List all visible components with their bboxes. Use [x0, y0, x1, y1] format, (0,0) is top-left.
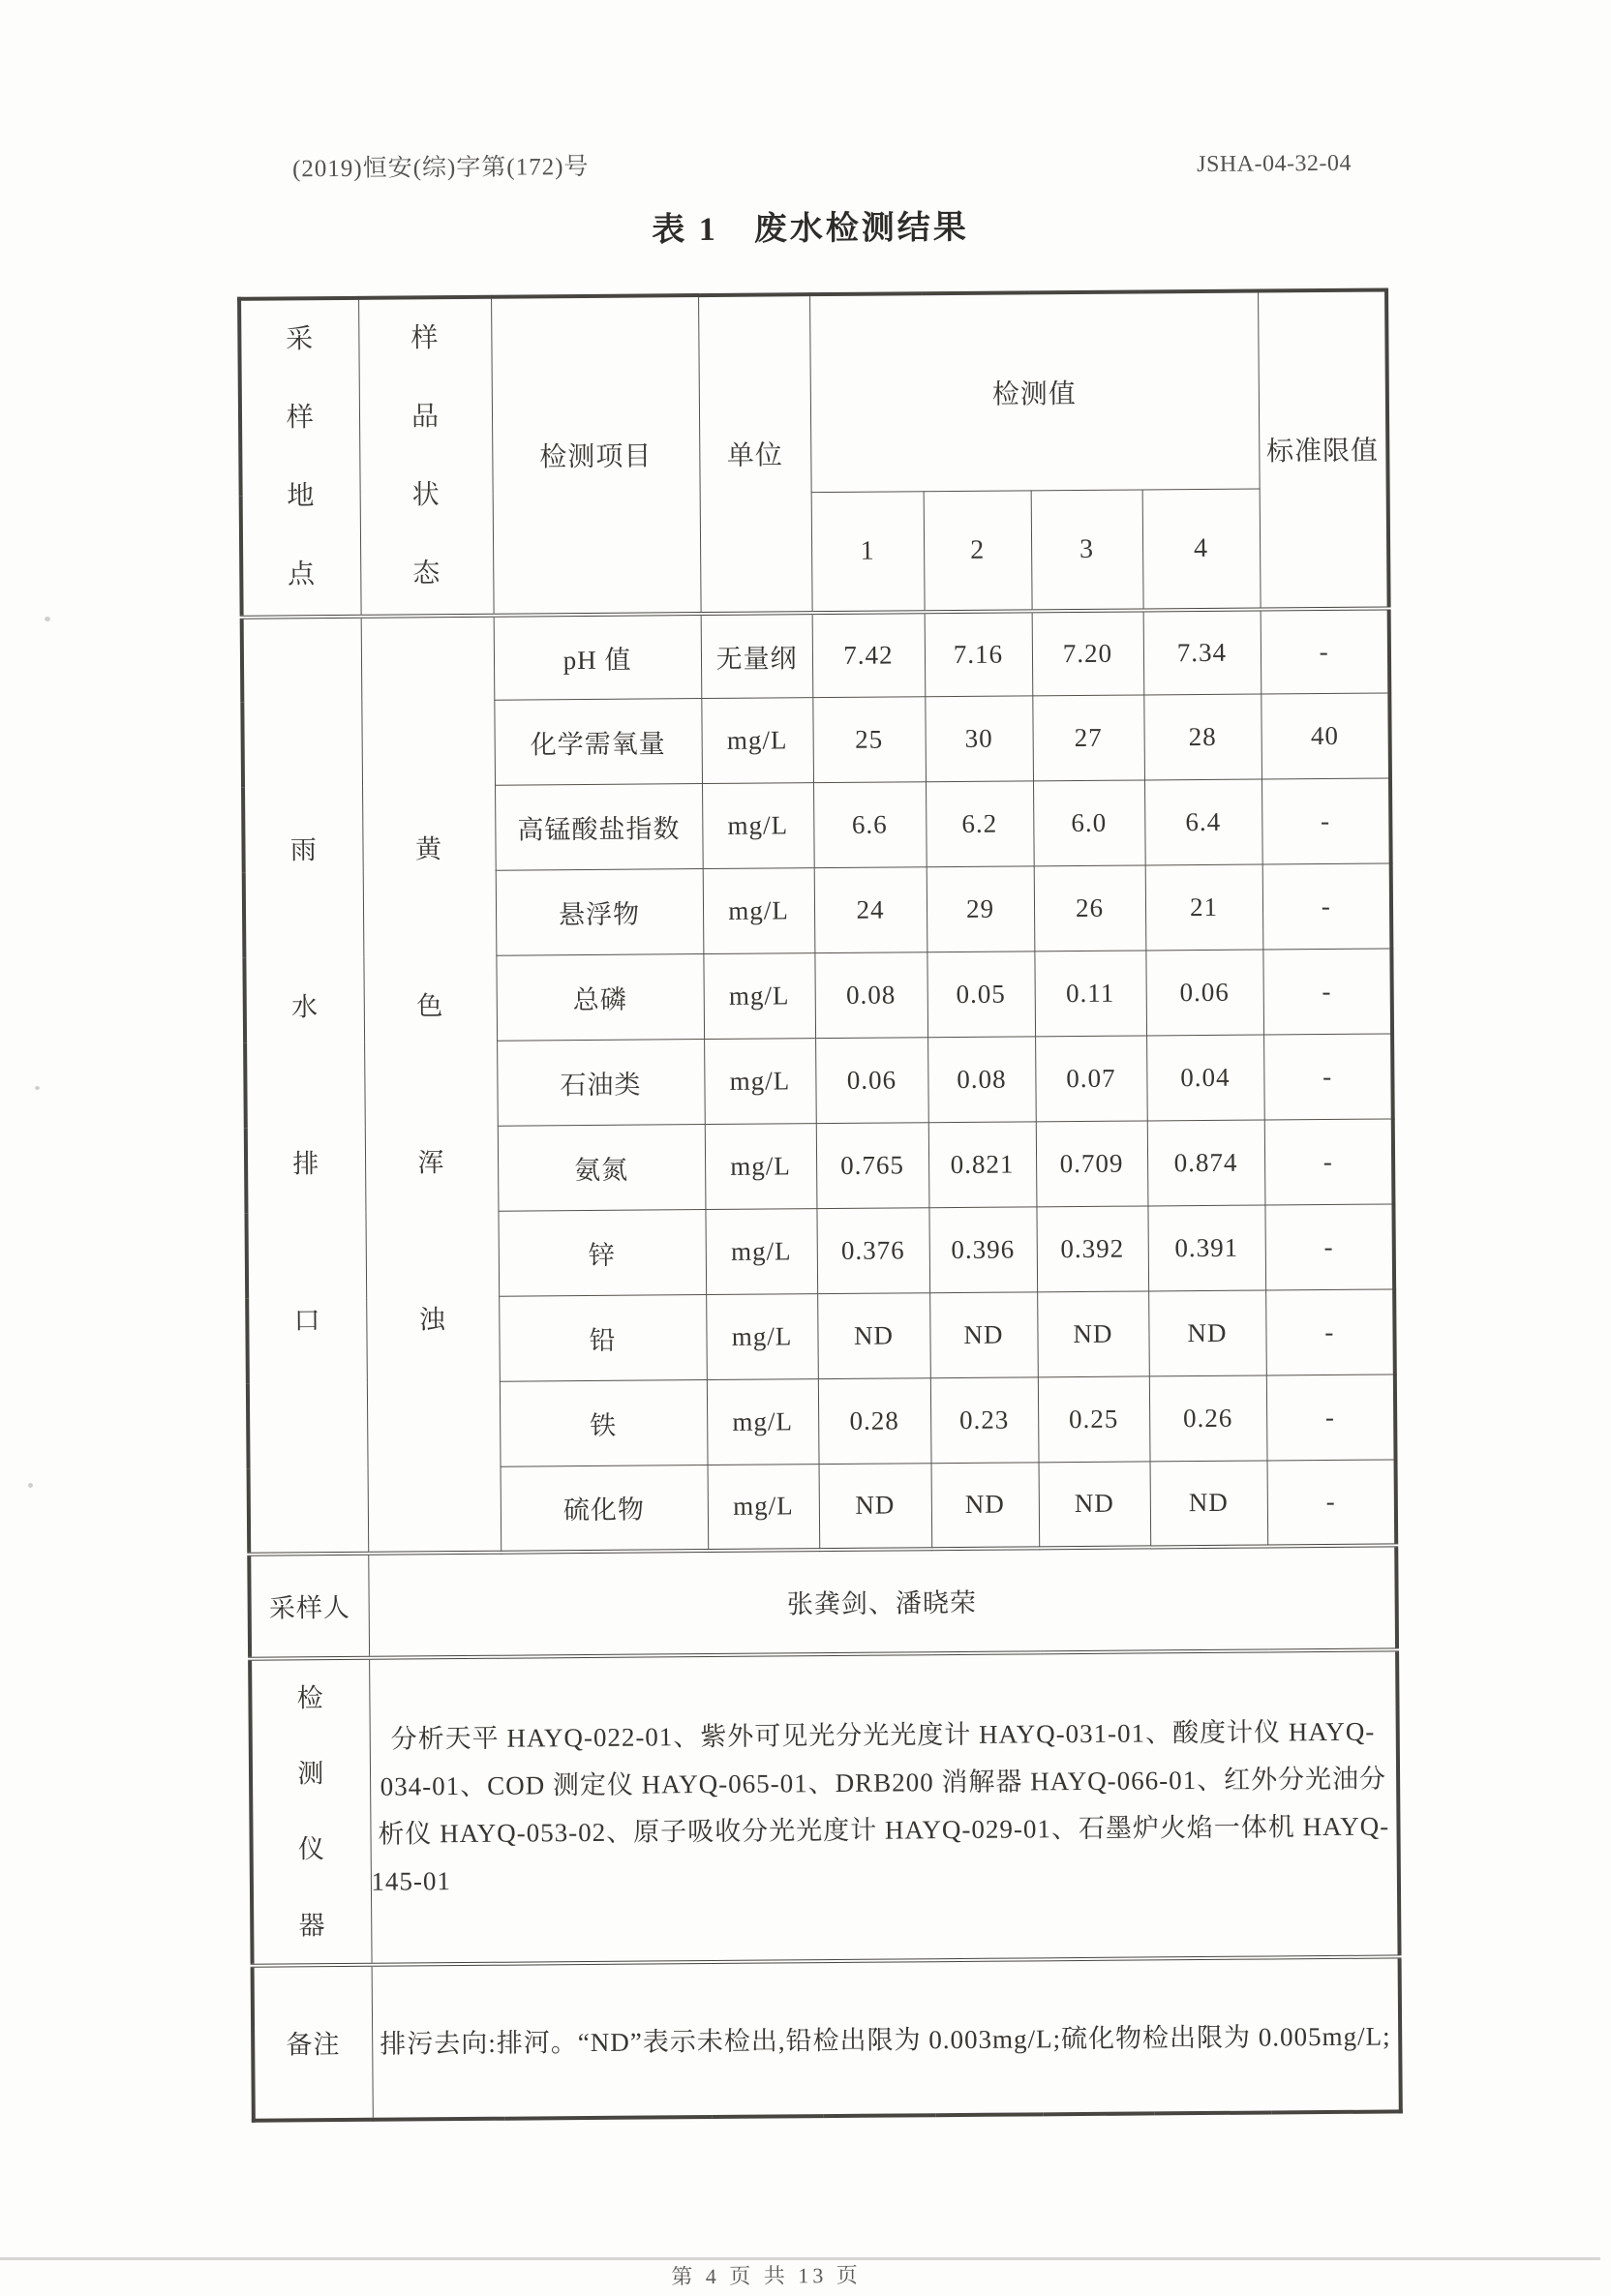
instruments-label: [250, 1657, 371, 1965]
limit-cell: -: [1261, 608, 1390, 694]
limit-cell: -: [1264, 1119, 1394, 1205]
instruments-list: 分析天平 HAYQ-022-01、紫外可见光分光光度计 HAYQ-031-01、酸度计仪 HAYQ-034-01、COD 测定仪 HAYQ-065-01、DRB200 消解器 HAYQ-066-01、红外分光油分析仪 HAYQ-053-02、原子吸收分光光度计 HAYQ-029-01、石墨炉火焰一体机 HAYQ-145-01: [369, 1649, 1399, 1965]
sampler-row: [249, 1545, 1397, 1658]
wastewater-results-table: [237, 287, 1403, 2122]
header-test-values: 检测值: [809, 290, 1260, 492]
header-standard-limit: 标准限值: [1258, 289, 1389, 609]
test-item-cell: 硫化物: [501, 1465, 709, 1553]
unit-cell: mg/L: [703, 953, 815, 1040]
scan-speck-artifact: [28, 1483, 33, 1488]
value-cell-3: 7.20: [1032, 610, 1144, 696]
header-unit: 单位: [698, 294, 812, 614]
value-cell-2: ND: [931, 1463, 1040, 1549]
test-item-cell: 悬浮物: [496, 869, 704, 956]
value-cell-2: ND: [929, 1292, 1038, 1378]
value-cell-1: ND: [817, 1293, 930, 1379]
value-cell-1: 0.06: [815, 1038, 928, 1124]
header-sample-state-label: 样品状态: [410, 322, 441, 589]
value-cell-4: 6.4: [1144, 779, 1262, 865]
unit-cell: mg/L: [706, 1294, 818, 1380]
table-header-row: [239, 289, 1388, 497]
unit-cell: mg/L: [703, 868, 815, 954]
test-item-cell: 总磷: [496, 954, 704, 1042]
value-cell-4: 0.06: [1145, 950, 1263, 1036]
limit-cell: -: [1262, 949, 1392, 1035]
value-cell-1: 25: [812, 697, 926, 783]
value-cell-1: 0.376: [816, 1208, 929, 1294]
value-cell-4: 0.391: [1147, 1205, 1265, 1291]
value-cell-1: 24: [814, 867, 927, 953]
value-cell-3: 6.0: [1033, 780, 1145, 866]
value-cell-1: 7.42: [812, 612, 926, 698]
value-cell-3: 27: [1032, 695, 1144, 781]
value-cell-3: 0.392: [1036, 1206, 1148, 1292]
value-cell-3: ND: [1037, 1291, 1149, 1377]
unit-cell: mg/L: [707, 1379, 819, 1465]
value-cell-4: 0.04: [1146, 1035, 1264, 1121]
value-cell-1: 6.6: [813, 782, 927, 868]
value-cell-2: 6.2: [926, 781, 1034, 867]
header-sampling-location: [239, 298, 361, 618]
sampling-location-cell: [242, 616, 369, 1554]
unit-cell: mg/L: [702, 783, 814, 869]
limit-cell: -: [1262, 863, 1392, 950]
test-item-cell: 化学需氧量: [494, 699, 702, 786]
sampling-location-text: 雨水排口: [289, 834, 321, 1335]
value-cell-3: 26: [1034, 865, 1146, 952]
limit-cell: -: [1263, 1034, 1393, 1120]
value-cell-2: 0.08: [927, 1037, 1036, 1123]
scan-speck-artifact: [45, 617, 50, 621]
test-item-cell: 锌: [498, 1210, 706, 1297]
test-item-cell: 氨氮: [498, 1125, 706, 1212]
remarks-row: [253, 1956, 1401, 2120]
header-sample-col-2: 2: [924, 491, 1032, 612]
value-cell-4: ND: [1150, 1461, 1268, 1547]
header-sample-col-4: 4: [1142, 489, 1261, 610]
value-cell-4: 21: [1145, 864, 1263, 951]
value-cell-1: 0.765: [816, 1123, 929, 1209]
doc-code: JSHA-04-32-04: [1197, 150, 1353, 178]
limit-cell: 40: [1261, 693, 1390, 779]
scan-edge-artifact: [0, 2257, 1600, 2260]
page-title: 表 1 废水检测结果: [652, 209, 969, 249]
value-cell-2: 0.396: [928, 1207, 1037, 1293]
unit-cell: mg/L: [708, 1465, 820, 1551]
scan-speck-artifact: [35, 1086, 40, 1090]
limit-cell: -: [1267, 1460, 1397, 1546]
test-item-cell: 铁: [500, 1380, 708, 1467]
limit-cell: -: [1261, 778, 1391, 864]
unit-cell: mg/L: [705, 1124, 817, 1210]
value-cell-4: 0.26: [1149, 1375, 1267, 1462]
value-cell-2: 30: [925, 696, 1033, 782]
unit-cell: mg/L: [705, 1209, 817, 1295]
limit-cell: -: [1265, 1289, 1395, 1375]
unit-cell: mg/L: [701, 698, 813, 784]
value-cell-1: 0.28: [818, 1378, 931, 1465]
value-cell-2: 0.821: [928, 1122, 1037, 1208]
sampler-names: 张龚剑、潘晓荣: [368, 1545, 1397, 1657]
unit-cell: mg/L: [704, 1039, 816, 1125]
header-sample-col-3: 3: [1031, 490, 1143, 611]
value-cell-4: 28: [1143, 694, 1261, 780]
header-sampling-location-label: 采样地点: [286, 323, 317, 590]
sampler-label: 采样人: [249, 1553, 369, 1658]
value-cell-4: 7.34: [1143, 609, 1261, 695]
page-content: [236, 141, 1400, 2294]
value-cell-1: ND: [819, 1464, 932, 1550]
value-cell-4: 0.874: [1147, 1120, 1265, 1206]
value-cell-4: ND: [1148, 1290, 1266, 1376]
value-cell-3: 0.11: [1034, 951, 1146, 1037]
value-cell-3: 0.709: [1036, 1121, 1148, 1207]
table-row: [242, 608, 1390, 702]
header-sample-col-1: 1: [811, 492, 925, 613]
unit-cell: 无量纲: [701, 613, 813, 699]
limit-cell: -: [1264, 1204, 1394, 1290]
value-cell-2: 0.23: [930, 1377, 1039, 1464]
value-cell-3: 0.25: [1038, 1376, 1150, 1463]
remarks-label: 备注: [253, 1965, 373, 2121]
test-item-cell: 高锰酸盐指数: [495, 784, 703, 871]
test-item-cell: 石油类: [497, 1040, 705, 1127]
header-test-item: 检测项目: [491, 295, 701, 615]
remarks-text: 排污去向:排河。“ND”表示未检出,铅检出限为 0.003mg/L;硫化物检出限为 0.005mg/L;: [372, 1956, 1401, 2119]
test-item-cell: pH 值: [494, 614, 702, 701]
instruments-label-text: 检测仪器: [296, 1682, 326, 1940]
doc-header: [236, 141, 1383, 186]
value-cell-2: 0.05: [927, 952, 1035, 1038]
sample-state-cell: [361, 615, 502, 1553]
value-cell-3: 0.07: [1035, 1036, 1147, 1122]
test-item-cell: 铅: [499, 1295, 707, 1382]
header-sample-state: [358, 297, 494, 617]
sample-state-text: 黄色浑浊: [414, 833, 446, 1334]
value-cell-1: 0.08: [814, 952, 927, 1039]
doc-number: (2019)恒安(综)字第(172)号: [291, 153, 590, 183]
page-number: 第 4 页 共 13 页: [671, 2262, 862, 2289]
value-cell-2: 7.16: [925, 611, 1033, 697]
limit-cell: -: [1266, 1375, 1396, 1461]
value-cell-3: ND: [1039, 1462, 1151, 1548]
value-cell-2: 29: [927, 866, 1035, 952]
instruments-row: [250, 1649, 1399, 1965]
